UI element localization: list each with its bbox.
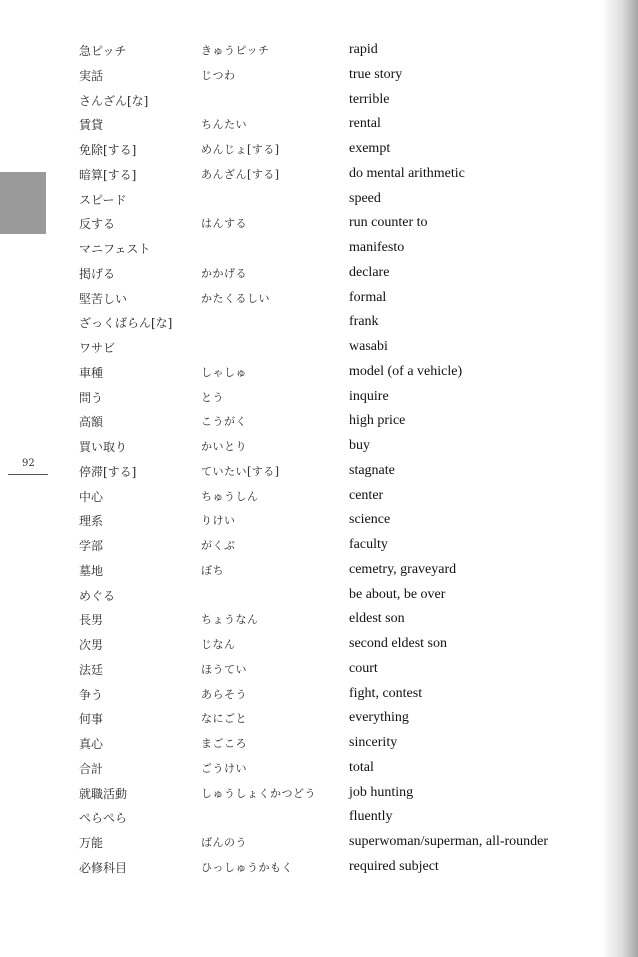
vocab-reading: かたくるしい xyxy=(201,291,270,305)
vocab-meaning: center xyxy=(349,487,384,503)
vocab-meaning: run counter to xyxy=(349,215,428,231)
vocab-word: 争う xyxy=(79,687,104,702)
vocab-row xyxy=(0,389,600,413)
vocab-reading: とう xyxy=(201,390,224,404)
vocab-word: 急ピッチ xyxy=(79,44,127,58)
vocab-word: 暗算[する] xyxy=(79,167,137,182)
vocab-row xyxy=(0,191,600,215)
vocab-meaning: faculty xyxy=(349,537,388,552)
vocab-reading: あらそう xyxy=(201,687,247,701)
vocab-meaning: eldest son xyxy=(349,611,405,627)
vocab-meaning: terrible xyxy=(349,91,390,107)
vocab-meaning: cemetry, graveyard xyxy=(349,561,457,577)
vocab-word: 法廷 xyxy=(79,662,104,677)
vocab-word: 反する xyxy=(79,217,116,232)
vocab-word: 車種 xyxy=(79,365,104,380)
vocab-row xyxy=(0,760,600,784)
vocab-meaning: everything xyxy=(349,710,409,726)
vocab-word: ぺらぺら xyxy=(79,811,128,826)
vocab-word: さんざん[な] xyxy=(79,93,149,108)
vocab-row xyxy=(0,215,600,239)
vocab-row xyxy=(0,413,600,437)
vocab-reading: じなん xyxy=(201,638,236,651)
vocab-meaning: do mental arithmetic xyxy=(349,165,465,181)
vocab-word: 次男 xyxy=(79,638,104,652)
vocab-meaning: second eldest son xyxy=(349,636,447,651)
vocab-word: 就職活動 xyxy=(79,786,128,801)
vocab-reading: まごころ xyxy=(201,737,247,750)
vocab-meaning: frank xyxy=(349,314,379,330)
vocab-word: 何事 xyxy=(79,712,104,727)
vocab-reading: あんざん[する] xyxy=(201,167,280,181)
vocab-meaning: buy xyxy=(349,438,370,453)
vocab-row xyxy=(0,636,600,660)
vocab-word: スピード xyxy=(79,192,127,207)
vocab-reading: じつわ xyxy=(201,68,236,82)
vocab-reading: はんする xyxy=(201,217,247,231)
vocab-meaning: stagnate xyxy=(349,462,395,478)
vocab-word: 高額 xyxy=(79,415,104,430)
vocab-reading: ごうけい xyxy=(201,761,247,775)
vocab-meaning: court xyxy=(349,660,378,676)
vocab-row xyxy=(0,290,600,314)
vocab-reading: がくぶ xyxy=(201,539,236,552)
vocab-reading: ちゅうしん xyxy=(201,489,259,503)
vocab-word: 学部 xyxy=(79,539,104,553)
page-number: 92 xyxy=(22,458,35,469)
vocab-word: 墓地 xyxy=(79,563,104,578)
vocab-meaning: true story xyxy=(349,66,403,82)
vocab-meaning: manifesto xyxy=(349,240,405,255)
vocab-reading: しゅうしょくかつどう xyxy=(201,786,316,800)
vocab-meaning: job hunting xyxy=(349,784,414,800)
vocab-word: 理系 xyxy=(79,514,104,529)
vocab-row xyxy=(0,735,600,759)
vocab-meaning: required subject xyxy=(349,858,439,874)
vocab-row xyxy=(0,611,600,635)
vocab-word: 実話 xyxy=(79,68,104,83)
vocab-row xyxy=(0,116,600,140)
vocab-reading: しゃしゅ xyxy=(201,365,247,379)
vocab-word: 中心 xyxy=(79,489,104,504)
vocab-reading: めんじょ[する] xyxy=(201,143,280,156)
vocab-word: ざっくばらん[な] xyxy=(79,316,173,331)
vocab-reading: なにごと xyxy=(201,712,247,726)
vocab-word: 堅苦しい xyxy=(79,291,128,306)
vocab-reading: かかげる xyxy=(201,266,247,280)
vocab-row xyxy=(0,710,600,734)
vocab-word: マニフェスト xyxy=(79,242,151,256)
vocab-row xyxy=(0,661,600,685)
vocab-word: 買い取り xyxy=(79,440,128,454)
vocab-row xyxy=(0,512,600,536)
vocab-word: 真心 xyxy=(79,737,104,751)
vocab-reading: ばんのう xyxy=(201,836,247,849)
vocab-row xyxy=(0,488,600,512)
vocab-row xyxy=(0,42,600,66)
vocab-meaning: wasabi xyxy=(349,339,388,354)
vocab-word: 問う xyxy=(79,390,104,405)
vocab-word: 賃貸 xyxy=(79,118,104,133)
vocab-reading: ちょうなん xyxy=(201,613,259,627)
vocab-meaning: sincerity xyxy=(349,735,398,750)
vocab-meaning: formal xyxy=(349,289,387,305)
vocab-row xyxy=(0,438,600,462)
vocab-row xyxy=(0,809,600,833)
vocab-word: 掲げる xyxy=(79,266,116,281)
vocab-word: 停滞[する] xyxy=(79,464,137,479)
vocab-row xyxy=(0,364,600,388)
vocab-meaning: exempt xyxy=(349,141,391,156)
vocab-meaning: speed xyxy=(349,190,381,206)
vocab-row xyxy=(0,67,600,91)
vocab-reading: こうがく xyxy=(201,415,247,429)
vocab-word: 合計 xyxy=(79,761,104,776)
vocab-row xyxy=(0,166,600,190)
vocab-row xyxy=(0,463,600,487)
vocab-row xyxy=(0,265,600,289)
vocab-reading: ちんたい xyxy=(201,118,247,132)
vocab-row xyxy=(0,785,600,809)
vocab-meaning: be about, be over xyxy=(349,586,446,602)
vocab-reading: きゅうピッチ xyxy=(201,44,270,57)
vocab-meaning: total xyxy=(349,759,374,775)
vocab-meaning: rental xyxy=(349,116,381,132)
vocab-row xyxy=(0,141,600,165)
vocab-row xyxy=(0,537,600,561)
vocab-meaning: fluently xyxy=(349,809,393,825)
vocab-word: めぐる xyxy=(79,588,116,603)
vocab-meaning: rapid xyxy=(349,42,378,57)
vocab-reading: ほうてい xyxy=(201,662,247,676)
vocab-reading: りけい xyxy=(201,514,236,528)
vocab-row xyxy=(0,834,600,858)
vocab-word: 免除[する] xyxy=(79,143,137,157)
vocab-row xyxy=(0,314,600,338)
vocab-row xyxy=(0,240,600,264)
vocab-row xyxy=(0,859,600,883)
vocab-meaning: fight, contest xyxy=(349,685,423,701)
vocab-word: 長男 xyxy=(79,613,104,628)
vocab-row xyxy=(0,92,600,116)
vocab-meaning: model (of a vehicle) xyxy=(349,363,463,379)
vocab-meaning: inquire xyxy=(349,388,389,404)
vocab-row xyxy=(0,562,600,586)
vocab-meaning: science xyxy=(349,512,391,528)
vocab-meaning: declare xyxy=(349,264,390,280)
vocab-reading: ぼち xyxy=(201,563,224,577)
vocab-word: 万能 xyxy=(79,836,104,850)
vocab-row xyxy=(0,587,600,611)
vocab-row xyxy=(0,339,600,363)
vocab-word: 必修科目 xyxy=(79,860,128,875)
vocab-meaning: superwoman/superman, all-rounder xyxy=(349,834,549,849)
vocab-reading: ていたい[する] xyxy=(201,464,280,478)
vocab-row xyxy=(0,686,600,710)
vocab-word: ワサビ xyxy=(79,341,116,355)
binding-shadow xyxy=(602,0,638,957)
vocab-meaning: high price xyxy=(349,413,406,429)
vocab-reading: ひっしゅうかもく xyxy=(201,860,293,874)
vocab-reading: かいとり xyxy=(201,440,247,453)
